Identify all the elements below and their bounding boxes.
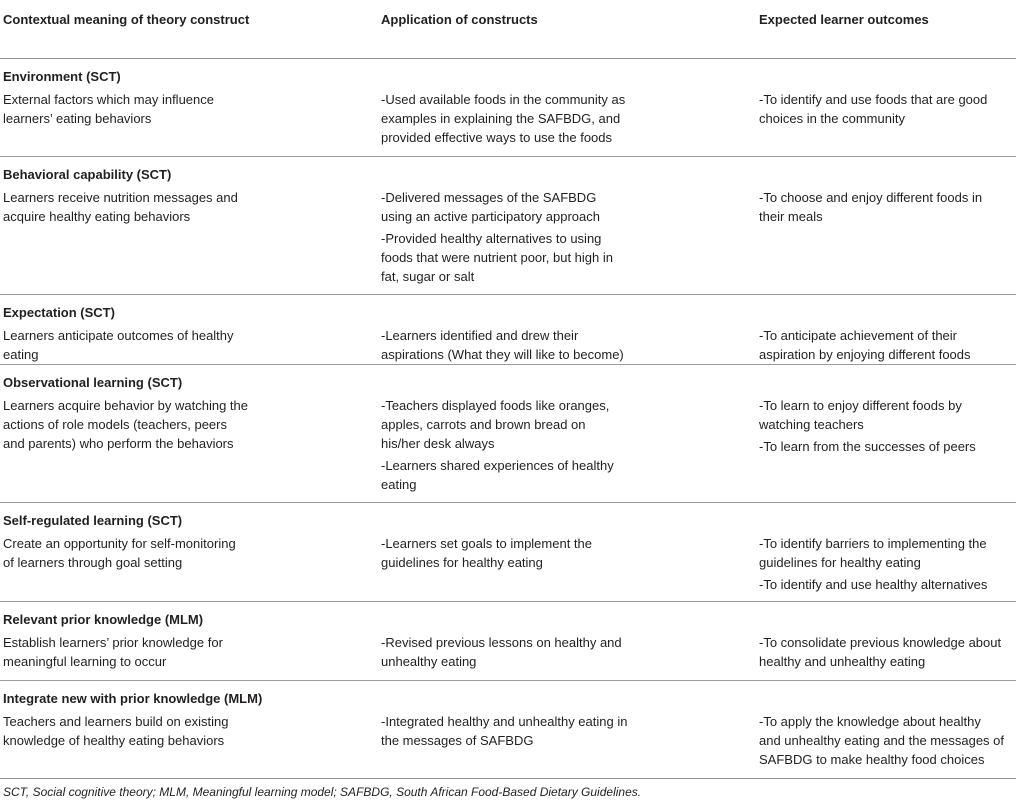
application-item <box>381 90 671 147</box>
description-line: External factors which may influence <box>3 92 214 107</box>
applications-cell <box>381 90 671 147</box>
outcome-item-line: -To learn from the successes of peers <box>759 439 976 454</box>
outcome-item <box>759 437 1014 456</box>
applications-cell <box>381 326 671 364</box>
outcomes-cell <box>759 326 1014 364</box>
description-line: actions of role models (teachers, peers <box>3 417 227 432</box>
application-item-line: the messages of SAFBDG <box>381 733 534 748</box>
application-item-line: foods that were nutrient poor, but high in <box>381 250 613 265</box>
outcome-item-line: -To identify barriers to implementing the <box>759 536 987 551</box>
table-row <box>0 295 1016 365</box>
construct-title: Integrate new with prior knowledge (MLM) <box>3 691 263 706</box>
application-item <box>381 229 671 286</box>
construct-description <box>3 326 333 364</box>
application-item-line: using an active participatory approach <box>381 209 600 224</box>
outcome-item <box>759 633 1014 671</box>
application-item-line: examples in explaining the SAFBDG, and <box>381 111 621 126</box>
outcome-item-line: and unhealthy eating and the messages of <box>759 733 1005 748</box>
construct-description <box>3 90 333 128</box>
application-item <box>381 633 671 671</box>
outcomes-cell <box>759 633 1014 671</box>
table-footnote: SCT, Social cognitive theory; MLM, Meaningful learning model; SAFBDG, South African Food-Based Dietary Guidelines. <box>3 785 642 799</box>
description-line: acquire healthy eating behaviors <box>3 209 191 224</box>
application-item-line: fat, sugar or salt <box>381 269 475 284</box>
construct-title: Self-regulated learning (SCT) <box>3 513 183 528</box>
application-item-line: guidelines for healthy eating <box>381 555 543 570</box>
outcome-item-line: guidelines for healthy eating <box>759 555 921 570</box>
construct-description <box>3 534 333 572</box>
outcome-item <box>759 90 1014 128</box>
description-line: Learners anticipate outcomes of healthy <box>3 328 234 343</box>
outcome-item-line: healthy and unhealthy eating <box>759 654 926 669</box>
table-row <box>0 365 1016 503</box>
construct-title: Relevant prior knowledge (MLM) <box>3 612 204 627</box>
application-item <box>381 712 671 750</box>
outcome-item <box>759 326 1014 364</box>
application-item <box>381 396 671 453</box>
application-item-line: his/her desk always <box>381 436 495 451</box>
table-body <box>0 59 1016 779</box>
outcomes-cell <box>759 90 1014 128</box>
construct-title: Behavioral capability (SCT) <box>3 167 172 182</box>
description-line: Establish learners’ prior knowledge for <box>3 635 223 650</box>
description-line: learners’ eating behaviors <box>3 111 152 126</box>
application-item-line: -Learners set goals to implement the <box>381 536 592 551</box>
application-item-line: provided effective ways to use the foods <box>381 130 613 145</box>
application-item-line: -Delivered messages of the SAFBDG <box>381 190 597 205</box>
outcome-item-line: choices in the community <box>759 111 905 126</box>
outcomes-cell <box>759 396 1014 456</box>
header-application: Application of constructs <box>381 12 538 27</box>
application-item-line: -Integrated healthy and unhealthy eating in <box>381 714 628 729</box>
outcome-item <box>759 396 1014 434</box>
header-expected-outcomes: Expected learner outcomes <box>759 12 929 27</box>
application-item-line: -Teachers displayed foods like oranges, <box>381 398 610 413</box>
outcome-item-line: -To identify and use healthy alternatives <box>759 577 988 592</box>
application-item-line: -Used available foods in the community as <box>381 92 626 107</box>
outcome-item-line: SAFBDG to make healthy food choices <box>759 752 985 767</box>
description-line: Learners receive nutrition messages and <box>3 190 238 205</box>
applications-cell <box>381 396 671 494</box>
outcome-item-line: -To consolidate previous knowledge about <box>759 635 1002 650</box>
table-row <box>0 157 1016 295</box>
outcome-item <box>759 575 1014 594</box>
application-item-line: aspirations (What they will like to become) <box>381 347 624 362</box>
table-row <box>0 503 1016 602</box>
application-item-line: eating <box>381 477 417 492</box>
table-row <box>0 681 1016 779</box>
description-line: Learners acquire behavior by watching the <box>3 398 248 413</box>
table-row <box>0 59 1016 157</box>
outcome-item-line: watching teachers <box>759 417 864 432</box>
outcomes-cell <box>759 712 1014 769</box>
construct-description <box>3 396 333 453</box>
description-line: knowledge of healthy eating behaviors <box>3 733 225 748</box>
description-line: meaningful learning to occur <box>3 654 167 669</box>
outcome-item <box>759 712 1014 769</box>
construct-description <box>3 712 333 750</box>
outcome-item-line: -To learn to enjoy different foods by <box>759 398 962 413</box>
description-line: of learners through goal setting <box>3 555 183 570</box>
application-item-line: -Learners identified and drew their <box>381 328 579 343</box>
construct-description <box>3 188 333 226</box>
application-item <box>381 326 671 364</box>
table-header-row <box>0 0 1016 59</box>
application-item-line: -Provided healthy alternatives to using <box>381 231 602 246</box>
application-item-line: unhealthy eating <box>381 654 477 669</box>
header-contextual-meaning: Contextual meaning of theory construct <box>3 12 250 27</box>
applications-cell <box>381 633 671 671</box>
outcome-item-line: aspiration by enjoying different foods <box>759 347 971 362</box>
description-line: Create an opportunity for self-monitoring <box>3 536 236 551</box>
outcome-item <box>759 188 1014 226</box>
description-line: Teachers and learners build on existing <box>3 714 229 729</box>
description-line: and parents) who perform the behaviors <box>3 436 234 451</box>
applications-cell <box>381 712 671 750</box>
construct-title: Observational learning (SCT) <box>3 375 183 390</box>
application-item-line: -Revised previous lessons on healthy and <box>381 635 622 650</box>
outcome-item-line: -To identify and use foods that are good <box>759 92 988 107</box>
outcome-item-line: -To apply the knowledge about healthy <box>759 714 981 729</box>
application-item <box>381 188 671 226</box>
outcome-item-line: their meals <box>759 209 823 224</box>
outcome-item <box>759 534 1014 572</box>
application-item <box>381 456 671 494</box>
applications-cell <box>381 188 671 286</box>
applications-cell <box>381 534 671 572</box>
description-line: eating <box>3 347 39 362</box>
table-row <box>0 602 1016 681</box>
outcome-item-line: -To choose and enjoy different foods in <box>759 190 983 205</box>
outcomes-cell <box>759 534 1014 594</box>
outcome-item-line: -To anticipate achievement of their <box>759 328 957 343</box>
application-item-line: apples, carrots and brown bread on <box>381 417 586 432</box>
construct-title: Environment (SCT) <box>3 69 121 84</box>
application-item <box>381 534 671 572</box>
application-item-line: -Learners shared experiences of healthy <box>381 458 614 473</box>
construct-title: Expectation (SCT) <box>3 305 115 320</box>
outcomes-cell <box>759 188 1014 226</box>
construct-description <box>3 633 333 671</box>
